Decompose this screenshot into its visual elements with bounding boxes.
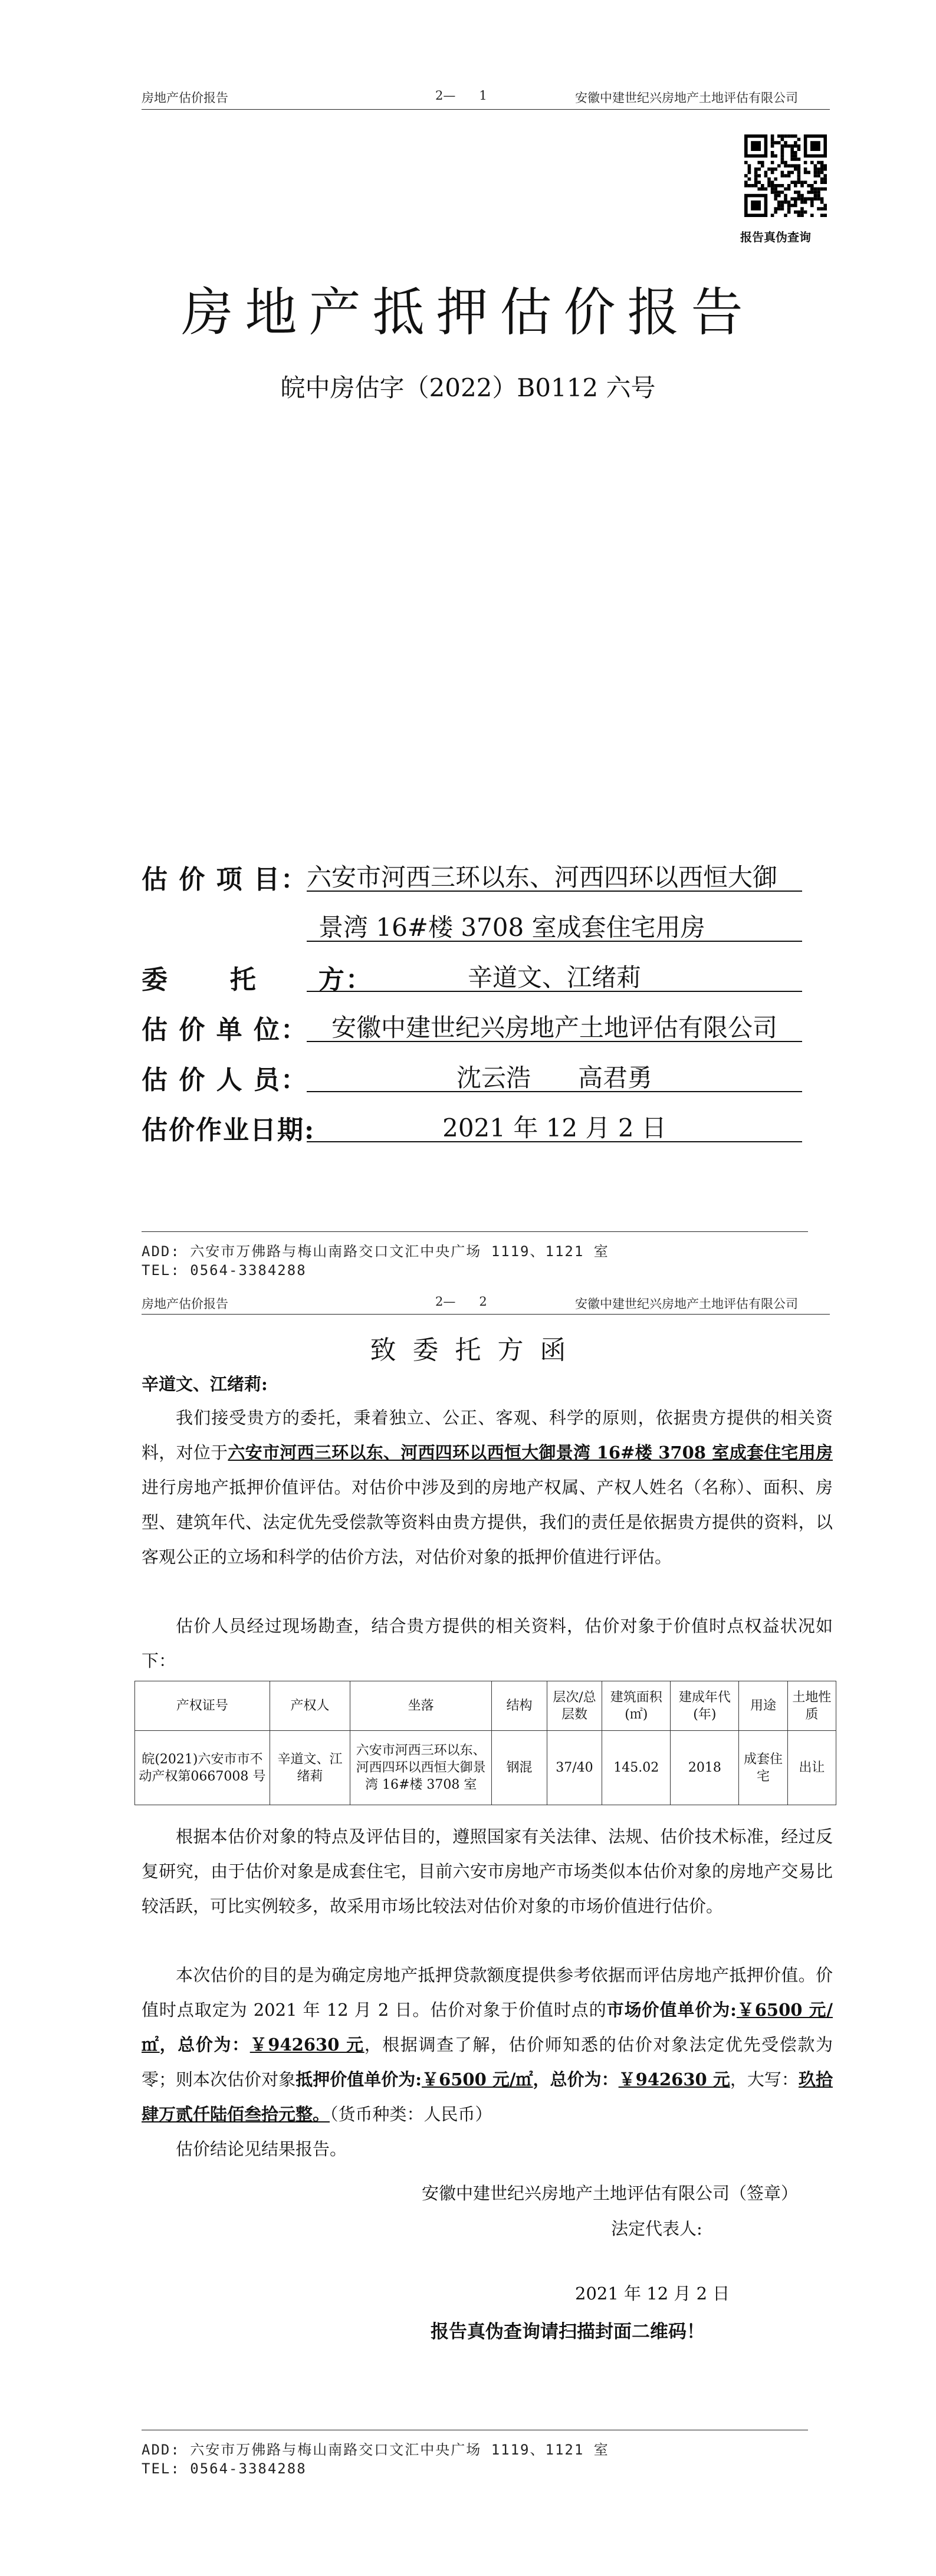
- authenticity-notice: 报告真伪查询请扫描封面二维码！: [431, 2321, 705, 2342]
- p1-address: 六安市河西三环以东、河西四环以西恒大御景湾 16#楼 3708 室成套住宅用房: [228, 1443, 833, 1463]
- person-underline: [307, 1091, 802, 1092]
- unit-underline: [307, 1041, 802, 1042]
- p4-mortgage-unit-label: 抵押价值单价为:: [295, 2069, 422, 2089]
- salutation: 辛道文、江绪莉:: [142, 1374, 268, 1394]
- p4-market-total: ￥942630 元: [249, 2035, 364, 2055]
- project-value-line1: 六安市河西三环以东、河西四环以西恒大御: [307, 863, 778, 892]
- paragraph-1: [142, 1401, 833, 1575]
- letter-title: 致 委 托 方 函: [370, 1335, 566, 1365]
- client-label: 委 托 方：: [142, 965, 373, 995]
- header-page-number: 2— 1: [435, 88, 487, 103]
- date-underline: [307, 1141, 802, 1142]
- client-underline: [307, 991, 802, 992]
- p4-mortgage-total: ￥942630 元: [618, 2069, 730, 2089]
- th-land: 土地性质: [787, 1681, 836, 1731]
- th-use: 用途: [739, 1681, 787, 1731]
- header-left: 房地产估价报告: [142, 91, 228, 105]
- project-label: 估 价 项 目：: [142, 865, 308, 895]
- header-right: 安徽中建世纪兴房地产土地评估有限公司: [575, 1297, 798, 1311]
- td-area: 145.02: [602, 1731, 671, 1805]
- report-number: 皖中房估字（2022）B0112 六号: [280, 373, 656, 402]
- client-value: 辛道文、江绪莉: [467, 963, 641, 992]
- header-rule: [142, 109, 830, 110]
- th-owner: 产权人: [270, 1681, 350, 1731]
- unit-label: 估 价 单 位：: [142, 1015, 308, 1045]
- header-left: 房地产估价报告: [142, 1297, 228, 1311]
- td-structure: 钢混: [492, 1731, 547, 1805]
- th-cert: 产权证号: [135, 1681, 270, 1731]
- person-label: 估 价 人 员：: [142, 1065, 308, 1095]
- p4-market-unit-price: ￥6500 元/㎡: [142, 2000, 833, 2055]
- td-land: 出让: [787, 1731, 836, 1805]
- report-title: 房地产抵押估价报告: [181, 282, 755, 343]
- qr-caption: 报告真伪查询: [740, 230, 811, 244]
- signature-date: 2021 年 12 月 2 日: [575, 2283, 730, 2304]
- footer-tel: TEL: 0564-3384288: [142, 2460, 307, 2477]
- p4-text-f: ，根据调查了解，估价师知悉的估价对象法定优先受偿款为零；则本次估价对象: [142, 2035, 833, 2089]
- date-value: 2021 年 12 月 2 日: [442, 1113, 666, 1142]
- p1-text-c: 进行房地产抵押价值评估。对估价中涉及到的房地产权属、产权人姓名（名称）、面积、房型、建筑年代、法定优先受偿款等资料由贵方提供，我们的责任是依据贵方提供的资料，以客观公正的立场和科学的估价方法，对估价对象的抵押价值进行评估。: [142, 1477, 833, 1567]
- p1-text-a: 我们接受贵方的委托，秉着独立、公正、客观、科学的原则，依据贵方提供的相关资料，对位于: [142, 1408, 833, 1463]
- project-value-line2: 景湾 16#楼 3708 室成套住宅用房: [318, 913, 705, 942]
- p4-text-k: ，大写：: [730, 2069, 799, 2089]
- footer-tel: TEL: 0564-3384288: [142, 1262, 307, 1279]
- property-table: [134, 1681, 836, 1805]
- unit-value: 安徽中建世纪兴房地产土地评估有限公司: [331, 1013, 777, 1042]
- footer-rule: [142, 1231, 808, 1232]
- th-floor: 层次/总层数: [547, 1681, 602, 1731]
- table-row: [135, 1731, 836, 1805]
- signature-company: 安徽中建世纪兴房地产土地评估有限公司（签章）: [422, 2183, 799, 2203]
- p4-mortgage-unit-price: ￥6500 元/㎡: [422, 2069, 533, 2089]
- footer-address: ADD: 六安市万佛路与梅山南路交口文汇中央广场 1119、1121 室: [142, 1243, 609, 1260]
- signature-legal-rep: 法定代表人:: [611, 2219, 702, 2239]
- td-use: 成套住宅: [739, 1731, 787, 1805]
- p4-mortgage-total-label: ，总价为：: [533, 2069, 619, 2089]
- paragraph-4: [142, 1958, 833, 2132]
- td-cert: 皖(2021)六安市市不动产权第0667008 号: [135, 1731, 270, 1805]
- td-location: 六安市河西三环以东、河西四环以西恒大御景湾 16#楼 3708 室: [350, 1731, 492, 1805]
- paragraph-5: 估价结论见结果报告。: [176, 2139, 347, 2159]
- td-floor: 37/40: [547, 1731, 602, 1805]
- project-underline-2: [307, 941, 802, 942]
- paragraph-2: 估价人员经过现场勘查，结合贵方提供的相关资料，估价对象于价值时点权益状况如下：: [142, 1616, 833, 1671]
- person-value: 沈云浩 高君勇: [456, 1063, 653, 1092]
- p4-market-total-label: ，总价为：: [159, 2035, 250, 2055]
- th-location: 坐落: [350, 1681, 492, 1731]
- table-header-row: [135, 1681, 836, 1731]
- p4-market-unit-label: 市场价值单价为:: [606, 2000, 737, 2020]
- td-owner: 辛道文、江绪莉: [270, 1731, 350, 1805]
- th-year: 建成年代(年): [671, 1681, 739, 1731]
- p4-amount-in-words: 玖拾肆万贰仟陆佰叁拾元整。: [142, 2069, 833, 2124]
- th-structure: 结构: [492, 1681, 547, 1731]
- p4-currency: （货币种类：人民币）: [330, 2104, 492, 2124]
- th-area: 建筑面积(㎡): [602, 1681, 671, 1731]
- footer-address: ADD: 六安市万佛路与梅山南路交口文汇中央广场 1119、1121 室: [142, 2442, 609, 2458]
- paragraph-3: 根据本估价对象的特点及评估目的，遵照国家有关法律、法规、估价技术标准，经过反复研究，由于估价对象是成套住宅，目前六安市房地产市场类似本估价对象的房地产交易比较活跃，可比实例较多，故采用市场比较法对估价对象的市场价值进行估价。: [142, 1826, 833, 1916]
- qr-code-icon: [744, 134, 827, 217]
- p4-text-a: 本次估价的目的是为确定房地产抵押贷款额度提供参考依据而评估房地产抵押价值。价值时点取定为 2021 年 12 月 2 日。估价对象于价值时点的: [142, 1965, 833, 2020]
- date-label: 估价作业日期:: [142, 1115, 316, 1145]
- header-right: 安徽中建世纪兴房地产土地评估有限公司: [575, 91, 798, 105]
- header-page-number: 2— 2: [435, 1294, 487, 1309]
- header-rule: [142, 1314, 830, 1315]
- td-year: 2018: [671, 1731, 739, 1805]
- project-underline-1: [307, 891, 802, 892]
